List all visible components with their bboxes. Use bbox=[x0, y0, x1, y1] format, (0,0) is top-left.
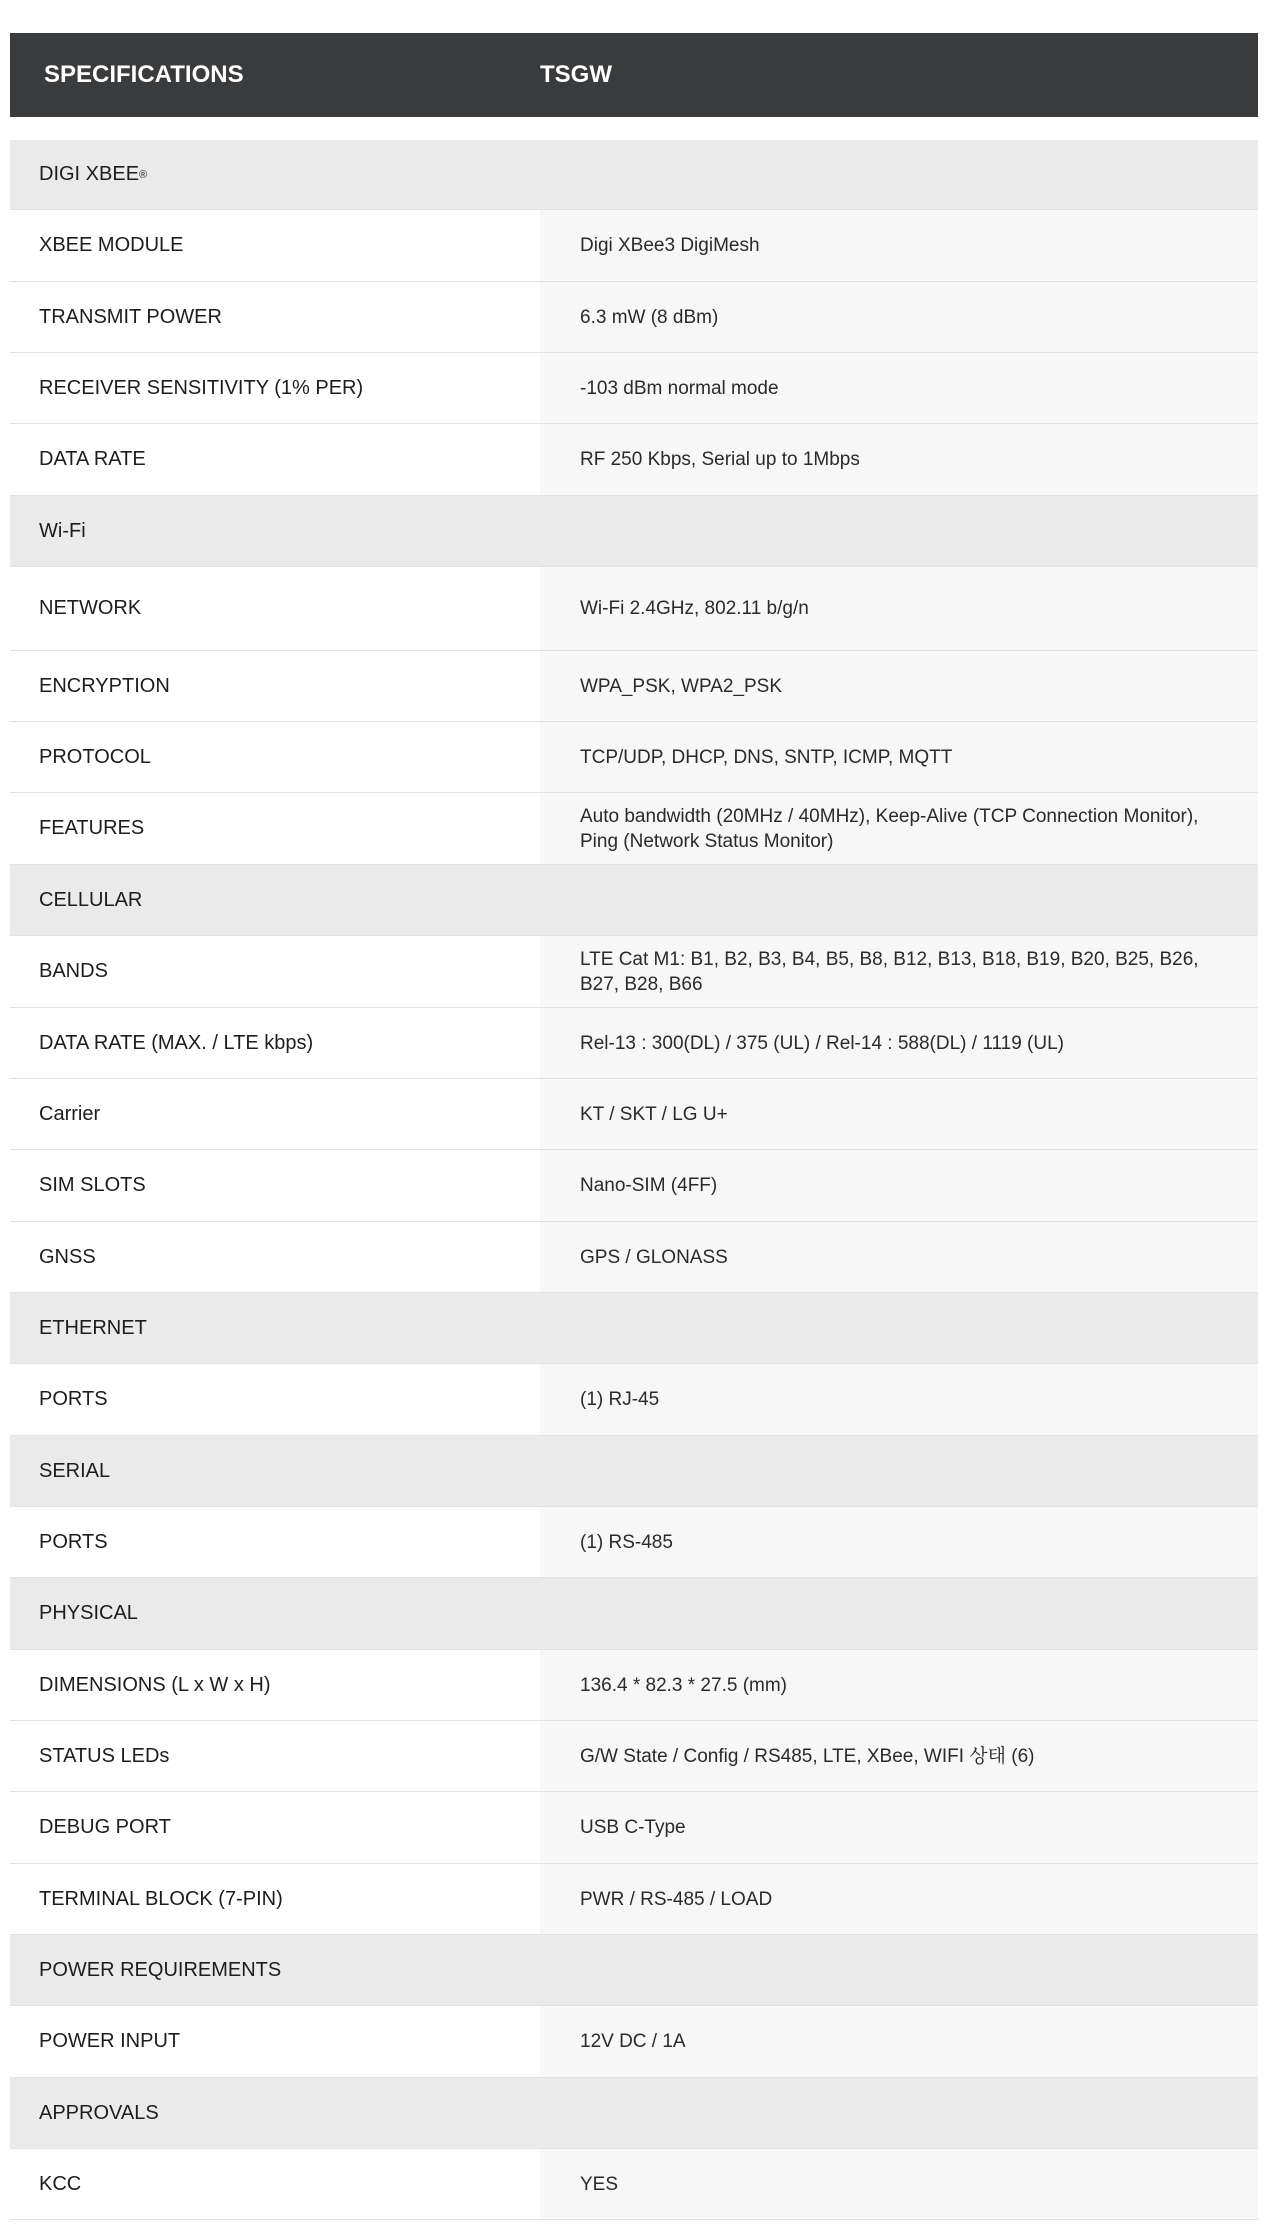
row-label: KCC bbox=[10, 2149, 540, 2219]
section-label: DIGI XBEE ® bbox=[39, 163, 148, 185]
row-value: Rel-13 : 300(DL) / 375 (UL) / Rel-14 : 588(DL) / 1119 (UL) bbox=[540, 1008, 1258, 1078]
table-row bbox=[10, 353, 1258, 424]
row-value: (1) RJ-45 bbox=[540, 1364, 1258, 1435]
table-row bbox=[10, 1721, 1258, 1792]
table-row bbox=[10, 1507, 1258, 1578]
row-value: Digi XBee3 DigiMesh bbox=[540, 210, 1258, 281]
table-row bbox=[10, 1364, 1258, 1436]
row-label: SIM SLOTS bbox=[10, 1150, 540, 1221]
row-value: 12V DC / 1A bbox=[540, 2006, 1258, 2077]
table-header bbox=[10, 33, 1258, 117]
section-label: PHYSICAL bbox=[39, 1602, 138, 1624]
row-label: DATA RATE bbox=[10, 424, 540, 495]
row-label: POWER INPUT bbox=[10, 2006, 540, 2077]
row-value: Nano-SIM (4FF) bbox=[540, 1150, 1258, 1221]
row-label: FEATURES bbox=[10, 793, 540, 864]
row-label: RECEIVER SENSITIVITY (1% PER) bbox=[10, 353, 540, 423]
row-value: -103 dBm normal mode bbox=[540, 353, 1258, 423]
row-label: BANDS bbox=[10, 936, 540, 1007]
row-label: DEBUG PORT bbox=[10, 1792, 540, 1863]
row-value: Wi-Fi 2.4GHz, 802.11 b/g/n bbox=[540, 567, 1258, 650]
header-gap bbox=[10, 117, 1258, 140]
table-row bbox=[10, 1150, 1258, 1222]
row-label: DATA RATE (MAX. / LTE kbps) bbox=[10, 1008, 540, 1078]
table-row bbox=[10, 424, 1258, 496]
row-label: PROTOCOL bbox=[10, 722, 540, 792]
section-label: SERIAL bbox=[39, 1459, 111, 1482]
row-value: WPA_PSK, WPA2_PSK bbox=[540, 651, 1258, 721]
table-row bbox=[10, 722, 1258, 793]
row-label: ENCRYPTION bbox=[10, 651, 540, 721]
row-value: KT / SKT / LG U+ bbox=[540, 1079, 1258, 1149]
row-value: RF 250 Kbps, Serial up to 1Mbps bbox=[540, 424, 1258, 495]
row-value: (1) RS-485 bbox=[540, 1507, 1258, 1577]
registered-mark: ® bbox=[139, 168, 148, 181]
table-row bbox=[10, 1222, 1258, 1293]
section-value bbox=[540, 2078, 1258, 2148]
section-value bbox=[540, 1578, 1258, 1649]
row-label: TRANSMIT POWER bbox=[10, 282, 540, 352]
row-value: 6.3 mW (8 dBm) bbox=[540, 282, 1258, 352]
table-row bbox=[10, 2006, 1258, 2078]
table-row bbox=[10, 1650, 1258, 1721]
section-value bbox=[540, 1935, 1258, 2005]
row-value: USB C-Type bbox=[540, 1792, 1258, 1863]
table-row bbox=[10, 1008, 1258, 1079]
spec-table bbox=[10, 33, 1258, 2220]
section-cellular bbox=[10, 865, 1258, 936]
row-value: TCP/UDP, DHCP, DNS, SNTP, ICMP, MQTT bbox=[540, 722, 1258, 792]
row-value: G/W State / Config / RS485, LTE, XBee, WIFI 상태 (6) bbox=[540, 1721, 1258, 1791]
table-row bbox=[10, 1792, 1258, 1864]
section-label: APPROVALS bbox=[39, 2101, 159, 2124]
section-ethernet bbox=[10, 1293, 1258, 1364]
row-label: PORTS bbox=[10, 1507, 540, 1577]
section-label: ETHERNET bbox=[39, 1316, 147, 1339]
section-value bbox=[540, 496, 1258, 566]
row-label: NETWORK bbox=[10, 567, 540, 650]
row-label: PORTS bbox=[10, 1364, 540, 1435]
table-row bbox=[10, 567, 1258, 651]
row-label: Carrier bbox=[10, 1079, 540, 1149]
section-digi-xbee bbox=[10, 140, 1258, 210]
table-row bbox=[10, 936, 1258, 1008]
row-value: LTE Cat M1: B1, B2, B3, B4, B5, B8, B12, B13, B18, B19, B20, B25, B26, B27, B28, B66 bbox=[540, 936, 1258, 1007]
section-physical bbox=[10, 1578, 1258, 1650]
header-product-name: TSGW bbox=[540, 61, 612, 88]
section-label: POWER REQUIREMENTS bbox=[39, 1958, 282, 1981]
row-value: Auto bandwidth (20MHz / 40MHz), Keep-Alive (TCP Connection Monitor), Ping (Network Status Monitor) bbox=[540, 793, 1258, 864]
row-label: TERMINAL BLOCK (7-PIN) bbox=[10, 1864, 540, 1934]
header-specifications: SPECIFICATIONS bbox=[44, 61, 244, 88]
section-approvals bbox=[10, 2078, 1258, 2149]
row-label: GNSS bbox=[10, 1222, 540, 1292]
table-row bbox=[10, 793, 1258, 865]
section-label: Wi-Fi bbox=[39, 519, 86, 542]
row-value: 136.4 * 82.3 * 27.5 (mm) bbox=[540, 1650, 1258, 1720]
row-label: XBEE MODULE bbox=[10, 210, 540, 281]
table-row bbox=[10, 1864, 1258, 1935]
table-row bbox=[10, 1079, 1258, 1150]
table-row bbox=[10, 282, 1258, 353]
row-label: DIMENSIONS (L x W x H) bbox=[10, 1650, 540, 1720]
table-row bbox=[10, 2149, 1258, 2220]
table-row bbox=[10, 210, 1258, 282]
table-row bbox=[10, 651, 1258, 722]
section-value bbox=[540, 1293, 1258, 1363]
section-value bbox=[540, 1436, 1258, 1506]
section-wifi bbox=[10, 496, 1258, 567]
section-value bbox=[540, 865, 1258, 935]
section-serial bbox=[10, 1436, 1258, 1507]
section-value bbox=[540, 140, 1258, 209]
row-value: YES bbox=[540, 2149, 1258, 2219]
section-label: CELLULAR bbox=[39, 888, 143, 911]
row-value: GPS / GLONASS bbox=[540, 1222, 1258, 1292]
row-label: STATUS LEDs bbox=[10, 1721, 540, 1791]
section-power-requirements bbox=[10, 1935, 1258, 2006]
row-value: PWR / RS-485 / LOAD bbox=[540, 1864, 1258, 1934]
